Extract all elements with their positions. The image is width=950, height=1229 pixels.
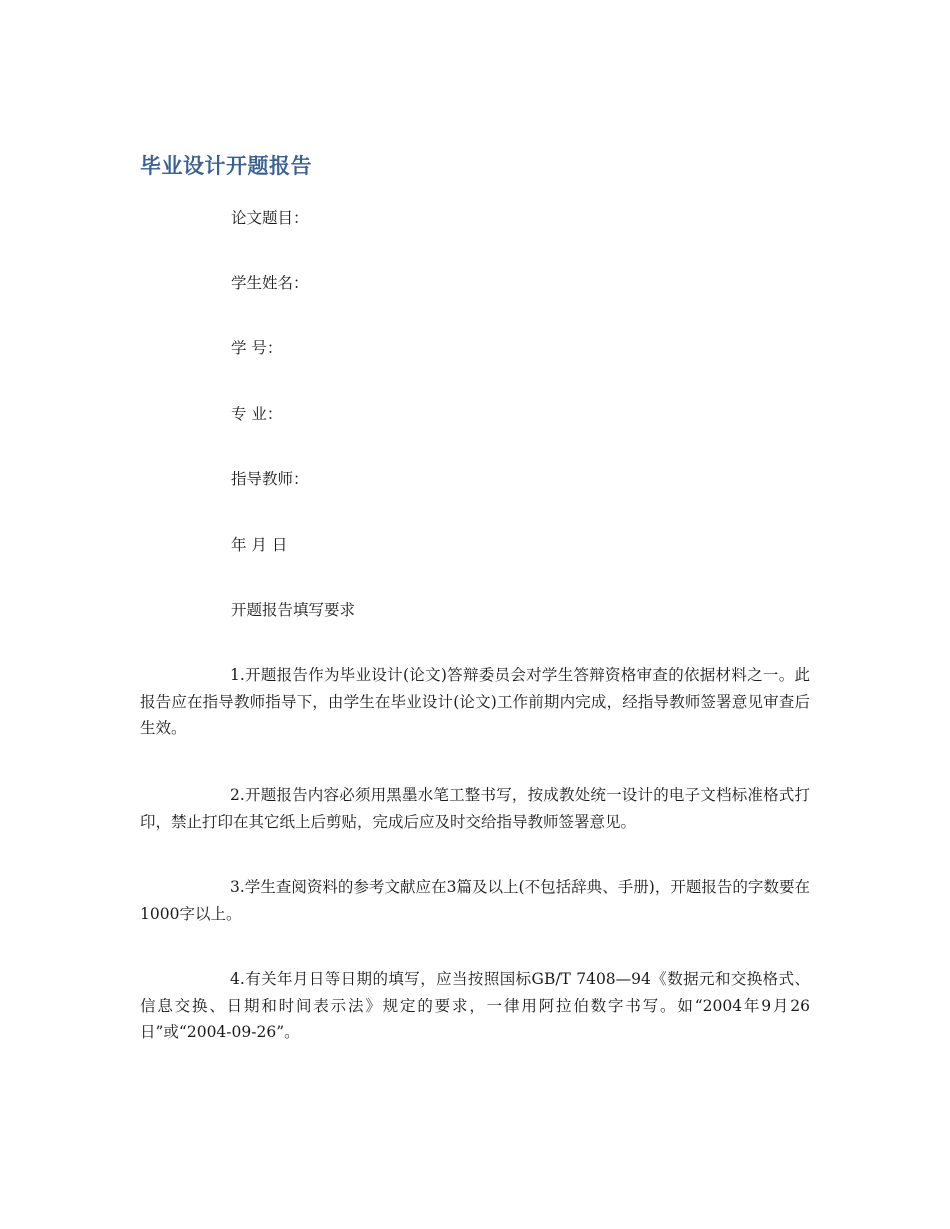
requirement-paragraph-2: 2.开题报告内容必须用黑墨水笔工整书写，按成教处统一设计的电子文档标准格式打印，禁止打印在其它纸上后剪贴，完成后应及时交给指导教师签署意见。	[140, 786, 810, 831]
requirement-paragraph-3: 3.学生查阅资料的参考文献应在3篇及以上(不包括辞典、手册)，开题报告的字数要在1000字以上。	[140, 878, 810, 923]
requirement-paragraph-1: 1.开题报告作为毕业设计(论文)答辩委员会对学生答辩资格审查的依据材料之一。此报告应在指导教师指导下，由学生在毕业设计(论文)工作前期内完成，经指导教师签署意见审查后生效。	[140, 666, 810, 737]
requirement-paragraph-4: 4.有关年月日等日期的填写，应当按照国标GB/T 7408—94《数据元和交换格式、信息交换、日期和时间表示法》规定的要求，一律用阿拉伯数字书写。如“2004年9月26日”或“2004-09-26”。	[140, 970, 810, 1041]
requirements-heading: 开题报告填写要求	[231, 601, 356, 619]
advisor-label: 指导教师：	[231, 470, 309, 488]
student-name-label: 学生姓名：	[231, 274, 309, 292]
date-label: 年 月 日	[231, 536, 288, 554]
major-label: 专 业：	[231, 405, 283, 423]
page-title: 毕业设计开题报告	[140, 154, 312, 178]
student-id-label: 学 号：	[231, 339, 283, 357]
thesis-title-label: 论文题目：	[231, 209, 309, 227]
